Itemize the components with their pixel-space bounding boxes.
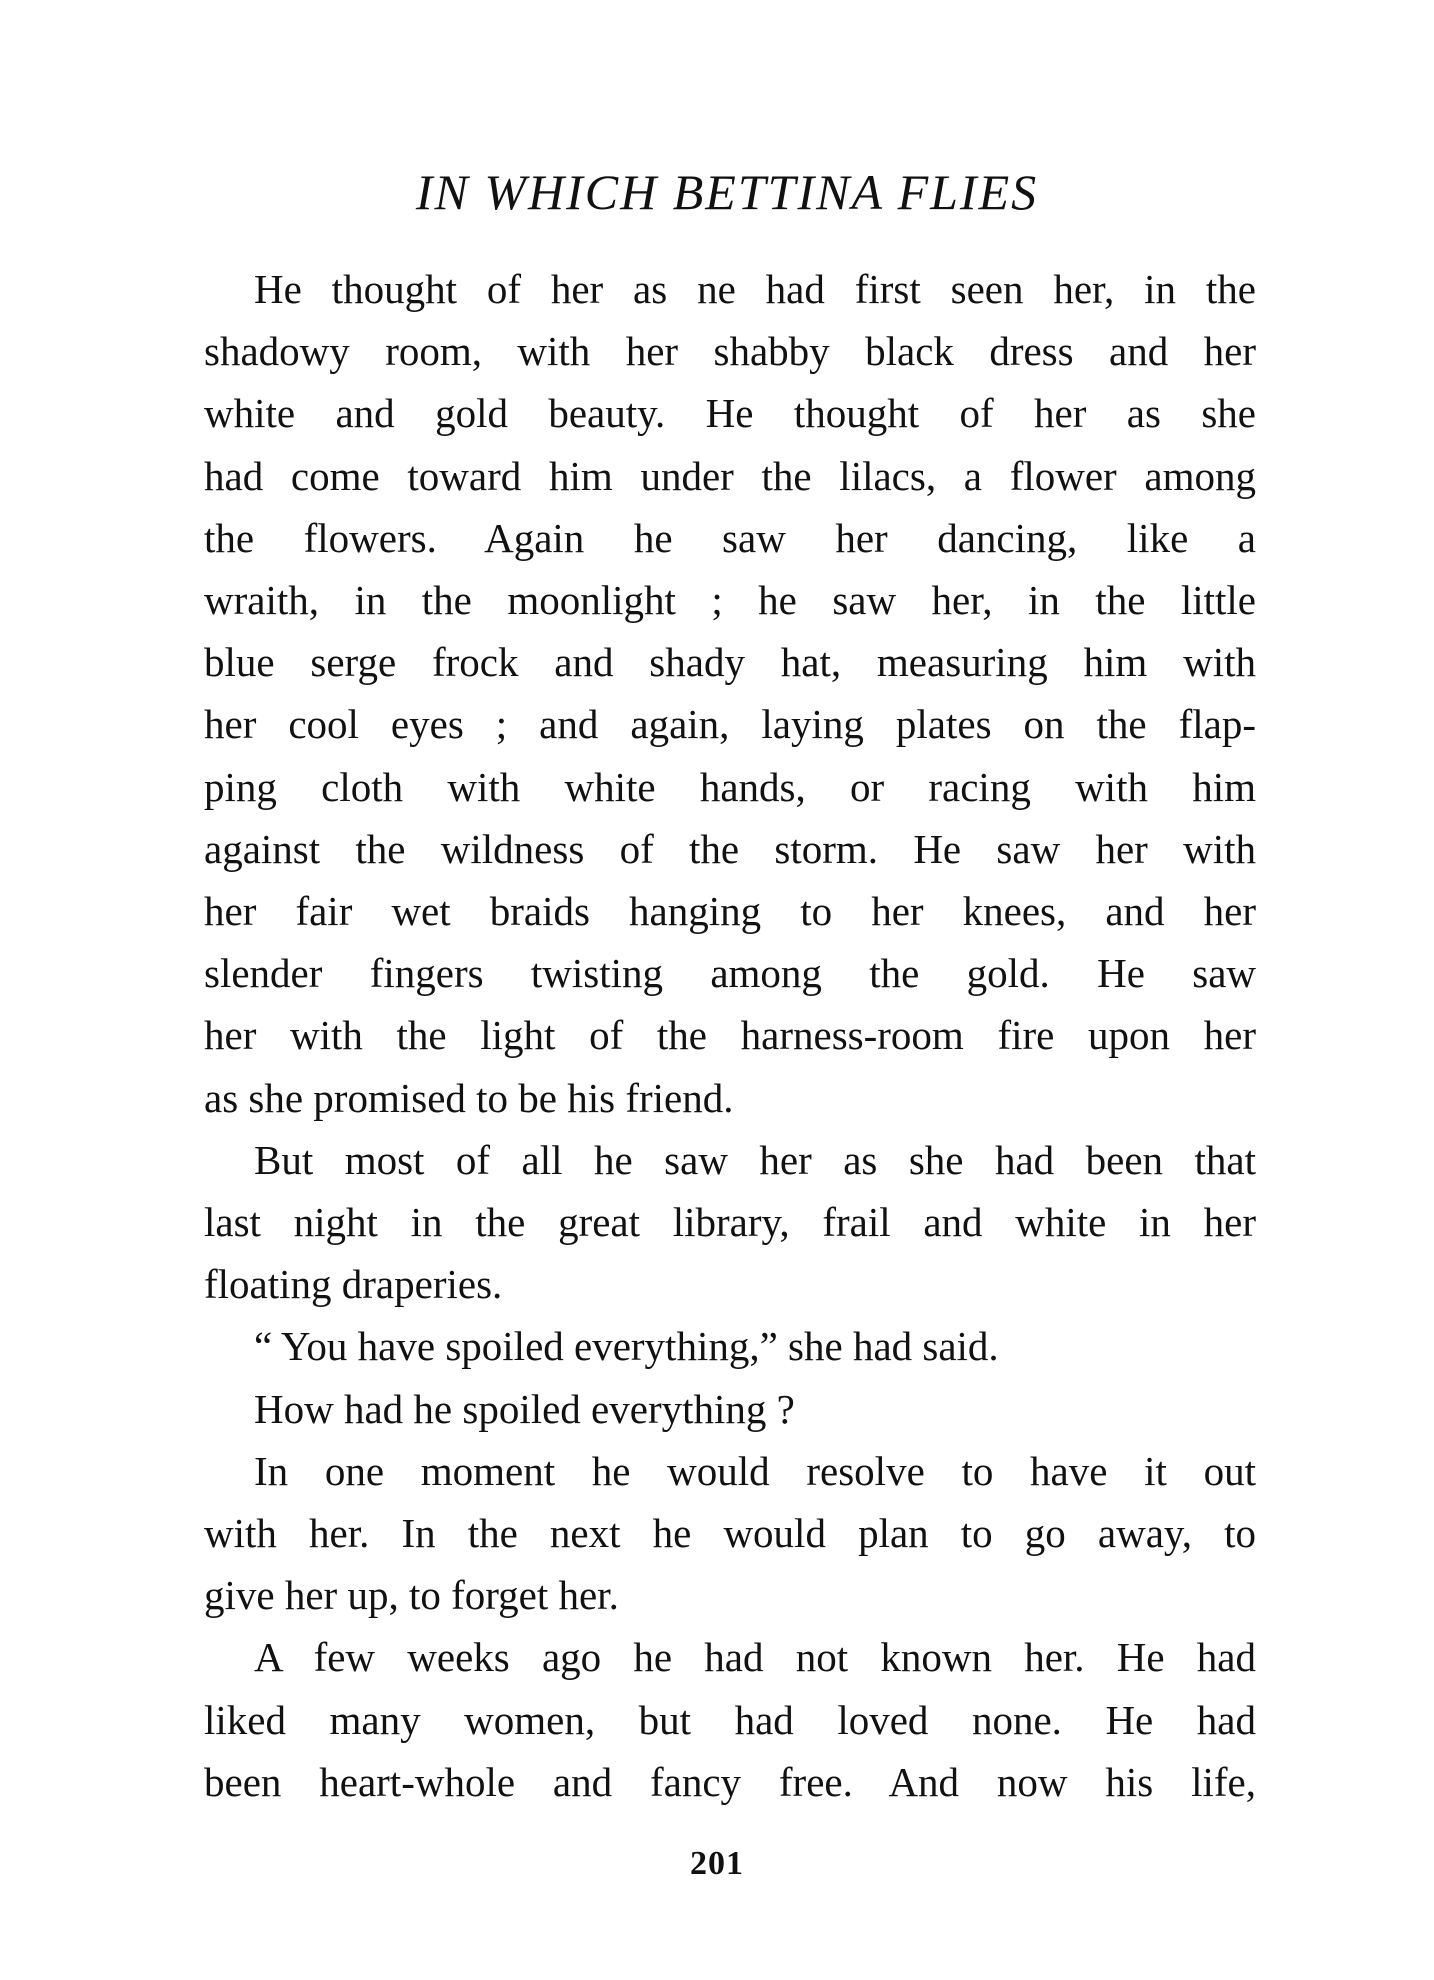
text-line: shadowy room, with her shabby black dress and her: [204, 328, 1256, 375]
text-line: liked many women, but had loved none. He had: [204, 1696, 1256, 1743]
paragraph-6: [204, 1626, 1256, 1813]
paragraph-1: [204, 258, 1256, 1129]
text-line: ping cloth with white hands, or racing with him: [204, 763, 1256, 810]
paragraph-5: [204, 1440, 1256, 1627]
text-line: her cool eyes ; and again, laying plates on the flap-: [204, 701, 1256, 748]
text-line: against the wildness of the storm. He saw her with: [204, 825, 1256, 872]
paragraph-2: [204, 1129, 1256, 1316]
text-line: the flowers. Again he saw her dancing, like a: [204, 514, 1256, 561]
paragraph-3: [204, 1315, 1256, 1377]
text-line: A few weeks ago he had not known her. He had: [254, 1634, 1256, 1681]
paragraph-4: [204, 1378, 1256, 1440]
text-line: slender fingers twisting among the gold. He saw: [204, 950, 1256, 997]
text-line: as she promised to be his friend.: [204, 1074, 734, 1121]
running-head: IN WHICH BETTINA FLIES: [415, 164, 1039, 220]
body-text: [204, 258, 1256, 1813]
text-line: last night in the great library, frail and white in her: [204, 1199, 1256, 1246]
text-line: wraith, in the moonlight ; he saw her, in the little: [204, 577, 1256, 624]
text-line: But most of all he saw her as she had been that: [254, 1136, 1256, 1183]
text-line: had come toward him under the lilacs, a flower among: [204, 452, 1256, 499]
text-line: white and gold beauty. He thought of her as she: [204, 390, 1256, 437]
text-line: with her. In the next he would plan to go away, to: [204, 1510, 1256, 1557]
text-line: How had he spoiled everything ?: [254, 1385, 795, 1432]
text-line: her fair wet braids hanging to her knees, and her: [204, 888, 1256, 935]
text-line: “ You have spoiled everything,” she had said.: [254, 1323, 999, 1370]
text-line: give her up, to forget her.: [204, 1572, 619, 1619]
text-line: blue serge frock and shady hat, measuring him with: [204, 639, 1256, 686]
text-line: her with the light of the harness-room fire upon her: [204, 1012, 1256, 1059]
text-line: In one moment he would resolve to have it out: [254, 1447, 1256, 1494]
page-number: 201: [690, 1845, 744, 1882]
text-line: He thought of her as ne had first seen her, in the: [254, 266, 1256, 312]
text-line: floating draperies.: [204, 1261, 503, 1308]
text-line: been heart-whole and fancy free. And now his life,: [204, 1758, 1256, 1805]
